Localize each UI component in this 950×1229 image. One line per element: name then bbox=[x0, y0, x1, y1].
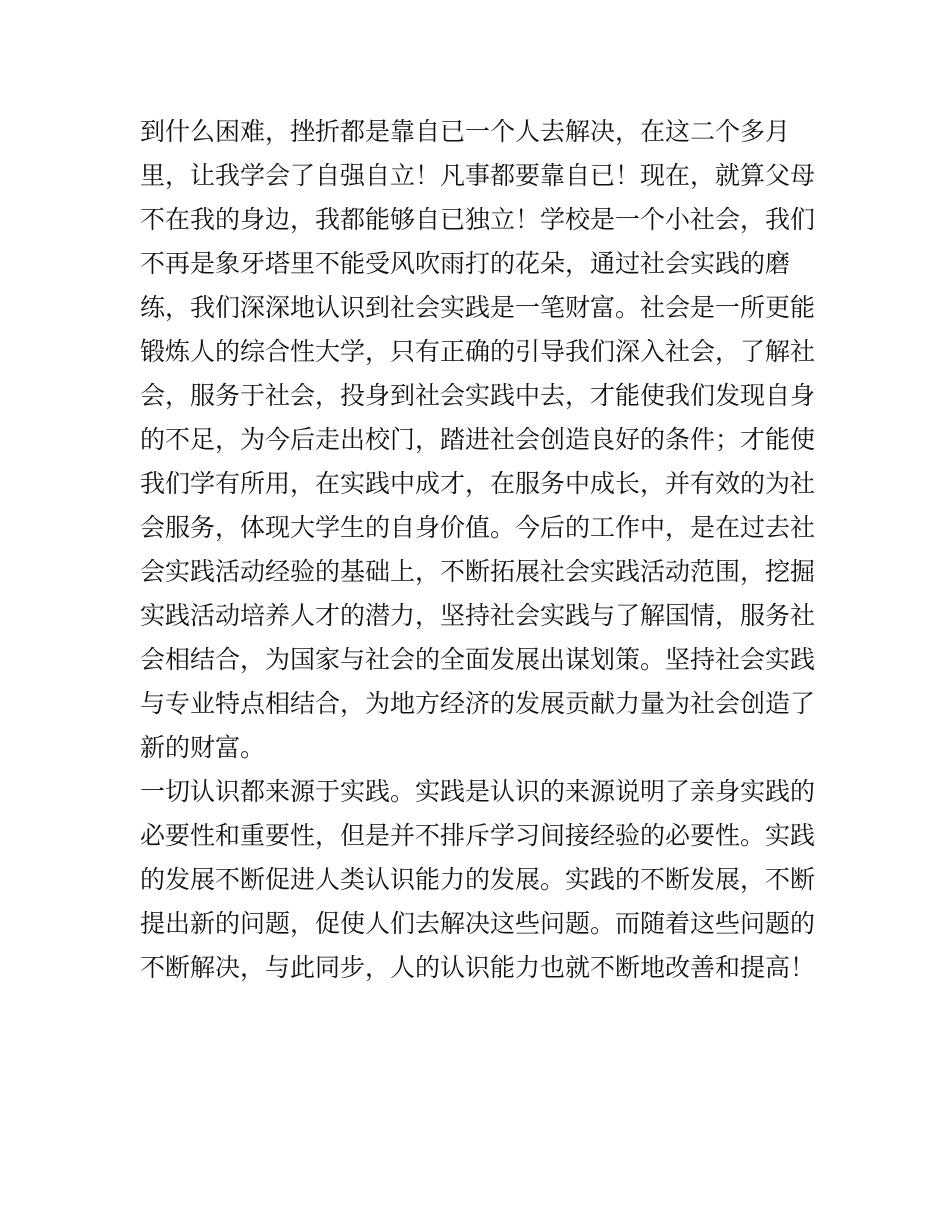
text-line: 练，我们深深地认识到社会实践是一笔财富。社会是一所更能 bbox=[140, 293, 816, 322]
text-line: 里，让我学会了自强自立！凡事都要靠自已！现在，就算父母 bbox=[140, 161, 816, 190]
text-line: 实践活动培养人才的潜力，坚持社会实践与了解国情，服务社 bbox=[140, 601, 816, 630]
text-line: 新的财富。 bbox=[140, 733, 266, 762]
text-line: 会，服务于社会，投身到社会实践中去，才能使我们发现自身 bbox=[140, 381, 816, 410]
text-line: 到什么困难，挫折都是靠自已一个人去解决，在这二个多月 bbox=[140, 117, 791, 146]
text-line: 不在我的身边，我都能够自已独立！学校是一个小社会，我们 bbox=[140, 205, 816, 234]
text-line: 的不足，为今后走出校门，踏进社会创造良好的条件；才能使 bbox=[140, 425, 816, 454]
text-line: 我们学有所用，在实践中成才，在服务中成长，并有效的为社 bbox=[140, 469, 816, 498]
text-line: 一切认识都来源于实践。实践是认识的来源说明了亲身实践的 bbox=[140, 777, 816, 806]
text-line: 的发展不断促进人类认识能力的发展。实践的不断发展，不断 bbox=[140, 865, 816, 894]
text-line: 锻炼人的综合性大学，只有正确的引导我们深入社会，了解社 bbox=[140, 337, 816, 366]
text-line: 会服务，体现大学生的自身价值。今后的工作中，是在过去社 bbox=[140, 513, 816, 542]
text-line: 不断解决，与此同步，人的认识能力也就不断地改善和提高！ bbox=[140, 953, 816, 982]
text-line: 不再是象牙塔里不能受风吹雨打的花朵，通过社会实践的磨 bbox=[140, 249, 791, 278]
text-line: 会实践活动经验的基础上，不断拓展社会实践活动范围，挖掘 bbox=[140, 557, 816, 586]
text-line: 提出新的问题，促使人们去解决这些问题。而随着这些问题的 bbox=[140, 909, 816, 938]
body-text bbox=[140, 110, 820, 990]
text-line: 与专业特点相结合，为地方经济的发展贡献力量为社会创造了 bbox=[140, 689, 816, 718]
text-line: 必要性和重要性，但是并不排斥学习间接经验的必要性。实践 bbox=[140, 821, 816, 850]
text-line: 会相结合，为国家与社会的全面发展出谋划策。坚持社会实践 bbox=[140, 645, 816, 674]
